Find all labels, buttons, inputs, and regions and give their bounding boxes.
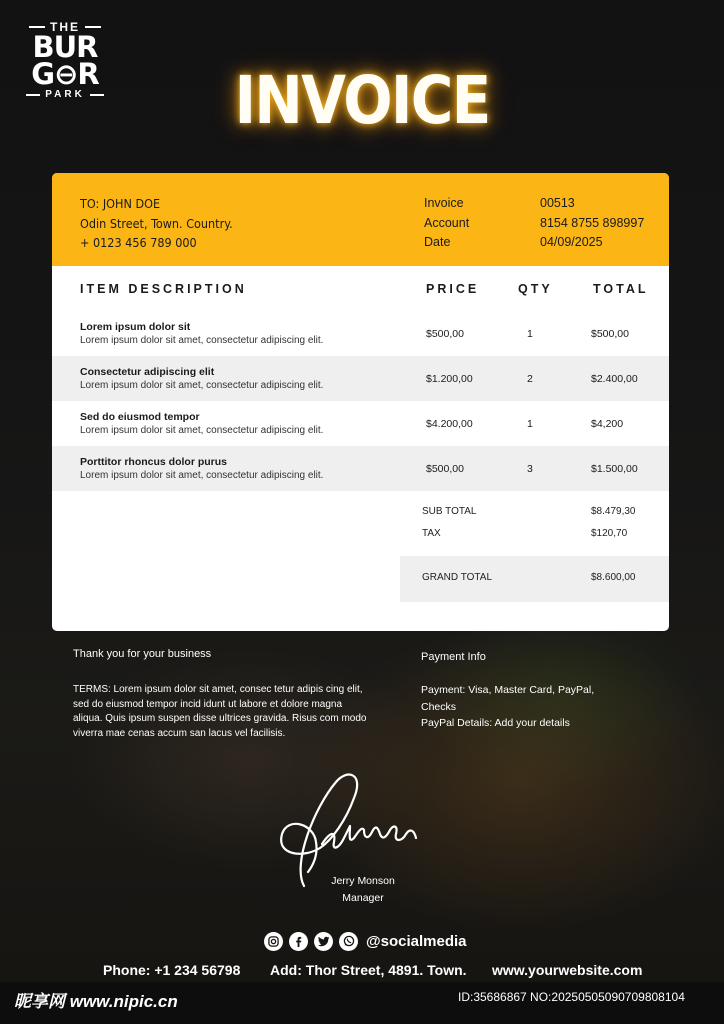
bill-to: TO: JOHN DOE bbox=[80, 196, 161, 211]
instagram-icon[interactable] bbox=[264, 932, 283, 951]
header-description: ITEM DESCRIPTION bbox=[80, 282, 247, 296]
bill-street: Odin Street, Town. Country. bbox=[80, 215, 233, 231]
watermark-right: ID:35686867 NO:20250505090709808104 bbox=[458, 990, 685, 1004]
twitter-icon[interactable] bbox=[314, 932, 333, 951]
footer-website[interactable]: www.yourwebsite.com bbox=[492, 962, 643, 978]
item-price: $500,00 bbox=[426, 463, 464, 475]
item-qty: 2 bbox=[527, 373, 533, 385]
item-qty: 3 bbox=[527, 463, 533, 475]
payment-details bbox=[421, 682, 601, 732]
item-total: $1.500,00 bbox=[591, 463, 638, 475]
social-handle[interactable]: @socialmedia bbox=[366, 932, 467, 950]
item-name: Consectetur adipiscing elit bbox=[80, 366, 215, 378]
logo-bur: BUR bbox=[32, 30, 98, 64]
bill-phone: + 0123 456 789 000 bbox=[80, 235, 197, 250]
subtotal-value: $8.479,30 bbox=[591, 506, 636, 517]
item-total: $4,200 bbox=[591, 418, 624, 430]
whatsapp-icon[interactable] bbox=[339, 932, 358, 951]
footer-address: Add: Thor Street, 4891. Town. bbox=[270, 962, 467, 978]
signer-name: Jerry Monson bbox=[331, 875, 395, 887]
table-row bbox=[52, 311, 669, 356]
signer-role: Manager bbox=[342, 892, 384, 904]
subtotal-label: SUB TOTAL bbox=[422, 506, 477, 517]
meta-values bbox=[540, 194, 644, 253]
item-name: Porttitor rhoncus dolor purus bbox=[80, 456, 227, 468]
social-links bbox=[264, 931, 467, 951]
item-desc: Lorem ipsum dolor sit amet, consectetur adipiscing elit. bbox=[80, 425, 324, 436]
item-desc: Lorem ipsum dolor sit amet, consectetur adipiscing elit. bbox=[80, 470, 324, 481]
invoice-number: 00513 bbox=[540, 196, 575, 210]
header-price: PRICE bbox=[426, 282, 480, 296]
meta-labels bbox=[424, 194, 469, 253]
item-name: Sed do eiusmod tempor bbox=[80, 411, 200, 423]
footer-phone: Phone: +1 234 56798 bbox=[103, 962, 241, 978]
item-price: $500,00 bbox=[426, 328, 464, 340]
signature-image bbox=[274, 768, 424, 892]
logo-the: THE bbox=[22, 20, 108, 34]
date-label: Date bbox=[424, 235, 451, 249]
page-title: INVOICE bbox=[234, 62, 490, 139]
invoice-header bbox=[52, 173, 669, 266]
item-desc: Lorem ipsum dolor sit amet, consectetur adipiscing elit. bbox=[80, 335, 324, 346]
terms-text: TERMS: Lorem ipsum dolor sit amet, consec tetur adipis cing elit, sed do eiusmod tempor incid idunt ut labore et dolore magna aliqua. Quis ipsum suspen disse ultrices gravida. Risus com modo viverra mae cenas accum san lacus vel facilisis. bbox=[73, 684, 367, 739]
item-price: $1.200,00 bbox=[426, 373, 473, 385]
payment-title: Payment Info bbox=[421, 651, 486, 663]
watermark-left: 昵享网 www.nipic.cn bbox=[14, 992, 178, 1011]
grand-total-value: $8.600,00 bbox=[591, 572, 636, 583]
paypal-details: PayPal Details: Add your details bbox=[421, 717, 570, 729]
header-total: TOTAL bbox=[593, 282, 649, 296]
logo-park: PARK bbox=[22, 89, 108, 100]
thanks-note: Thank you for your business bbox=[73, 648, 212, 660]
invoice-card bbox=[52, 173, 669, 631]
header-qty: QTY bbox=[518, 282, 553, 296]
payment-methods: Payment: Visa, Master Card, PayPal, Checks bbox=[421, 684, 595, 713]
table-row bbox=[52, 446, 669, 491]
tax-label: TAX bbox=[422, 528, 441, 539]
item-total: $2.400,00 bbox=[591, 373, 638, 385]
item-desc: Lorem ipsum dolor sit amet, consectetur adipiscing elit. bbox=[80, 380, 324, 391]
table-row bbox=[52, 356, 669, 401]
facebook-icon[interactable] bbox=[289, 932, 308, 951]
billing-info bbox=[80, 194, 233, 253]
item-price: $4.200,00 bbox=[426, 418, 473, 430]
tax-value: $120,70 bbox=[591, 528, 628, 539]
item-qty: 1 bbox=[527, 418, 533, 430]
account-number: 8154 8755 898997 bbox=[540, 215, 645, 230]
logo-ger: G⊖R bbox=[31, 57, 99, 91]
item-total: $500,00 bbox=[591, 328, 629, 340]
invoice-label: Invoice bbox=[424, 196, 464, 210]
grand-total-label: GRAND TOTAL bbox=[422, 572, 493, 583]
item-name: Lorem ipsum dolor sit bbox=[80, 321, 191, 333]
item-qty: 1 bbox=[527, 328, 533, 340]
table-row bbox=[52, 401, 669, 446]
invoice-date: 04/09/2025 bbox=[540, 235, 603, 249]
account-label: Account bbox=[424, 215, 470, 230]
